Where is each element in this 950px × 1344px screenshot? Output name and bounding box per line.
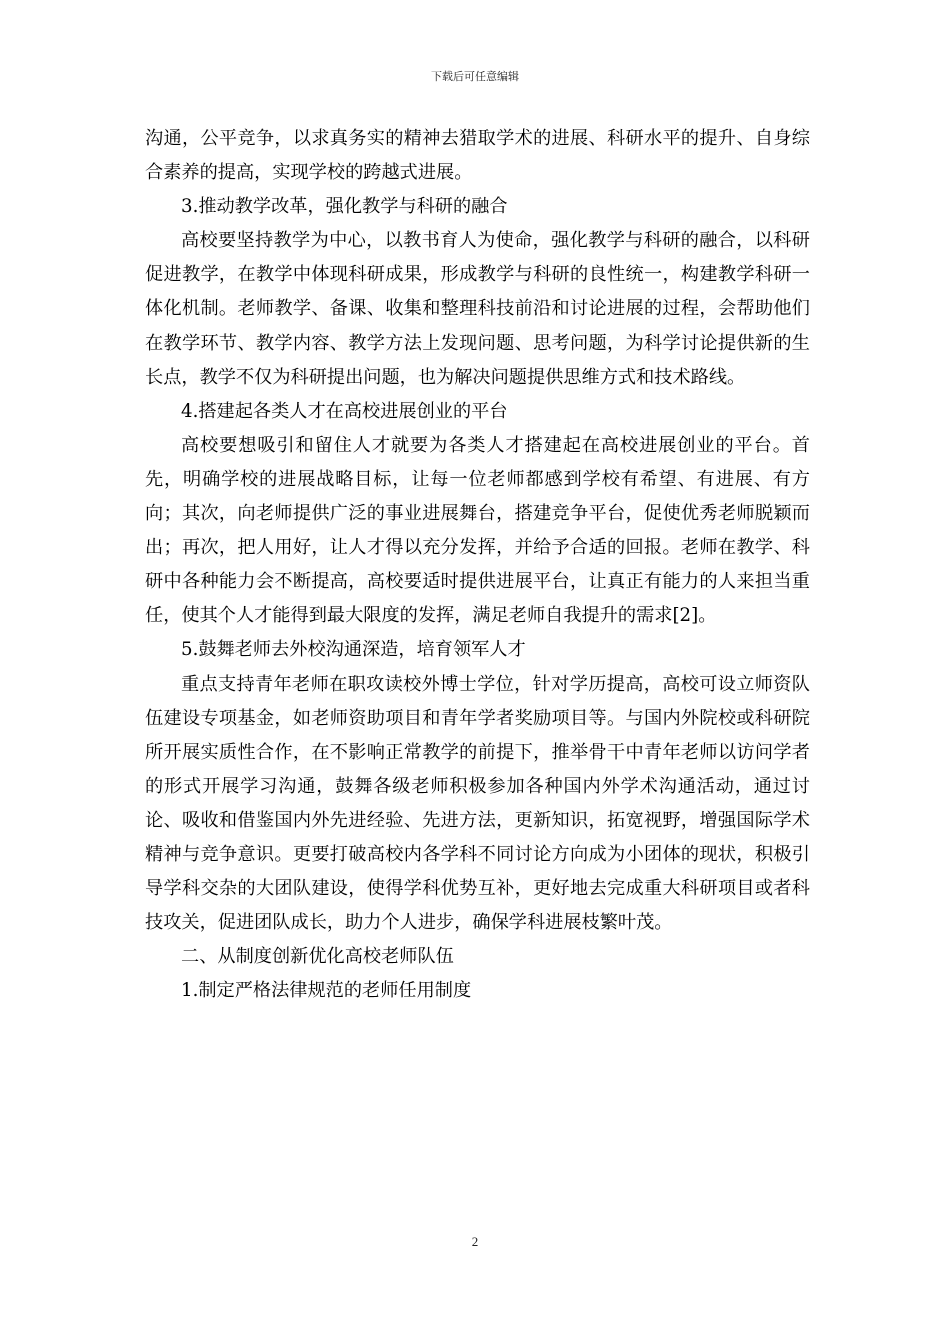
page-number: 2 — [471, 1234, 479, 1249]
paragraph: 高校要坚持教学为中心，以教书育人为使命，强化教学与科研的融合，以科研促进教学，在教学中体现科研成果，形成教学与科研的良性统一，构建教学科研一体化机制。老师教学、备课、收集和整理科技前沿和讨论进展的过程，会帮助他们在教学环节、教学内容、教学方法上发现问题、思考问题，为科学讨论提供新的生长点，教学不仅为科研提出问题，也为解决问题提供思维方式和技术路线。 — [145, 230, 810, 388]
chapter-heading-2: 二、从制度创新优化高校老师队伍 — [181, 946, 454, 968]
section-heading-3: 3.推动教学改革，强化教学与科研的融合 — [181, 196, 508, 218]
section-heading-1: 1.制定严格法律规范的老师任用制度 — [181, 980, 472, 1002]
section-heading-5: 5.鼓舞老师去外校沟通深造，培育领军人才 — [181, 639, 526, 661]
paragraph-continuation: 沟通，公平竞争，以求真务实的精神去猎取学术的进展、科研水平的提升、自身综合素养的提高，实现学校的跨越式进展。 — [145, 128, 810, 184]
paragraph: 重点支持青年老师在职攻读校外博士学位，针对学历提高，高校可设立师资队伍建设专项基金，如老师资助项目和青年学者奖励项目等。与国内外院校或科研院所开展实质性合作，在不影响正常教学的前提下，推举骨干中青年老师以访问学者的形式开展学习沟通，鼓舞各级老师积极参加各种国内外学术沟通活动，通过讨论、吸收和借鉴国内外先进经验、先进方法，更新知识，拓宽视野，增强国际学术精神与竞争意识。更要打破高校内各学科不同讨论方向成为小团体的现状，积极引导学科交杂的大团队建设，使得学科优势互补，更好地去完成重大科研项目或者科技攻关，促进团队成长，助力个人进步，确保学科进展枝繁叶茂。 — [145, 673, 810, 934]
body-text — [145, 122, 810, 1008]
section-heading-4: 4.搭建起各类人才在高校进展创业的平台 — [181, 400, 508, 422]
paragraph: 高校要想吸引和留住人才就要为各类人才搭建起在高校进展创业的平台。首先，明确学校的进展战略目标，让每一位老师都感到学校有希望、有进展、有方向；其次，向老师提供广泛的事业进展舞台，搭建竞争平台，促使优秀老师脱颖而出；再次，把人用好，让人才得以充分发挥，并给予合适的回报。老师在教学、科研中各种能力会不断提高，高校要适时提供进展平台，让真正有能力的人来担当重任，使其个人才能得到最大限度的发挥，满足老师自我提升的需求[2]。 — [145, 434, 810, 627]
page-header: 下载后可任意编辑 — [431, 70, 519, 83]
